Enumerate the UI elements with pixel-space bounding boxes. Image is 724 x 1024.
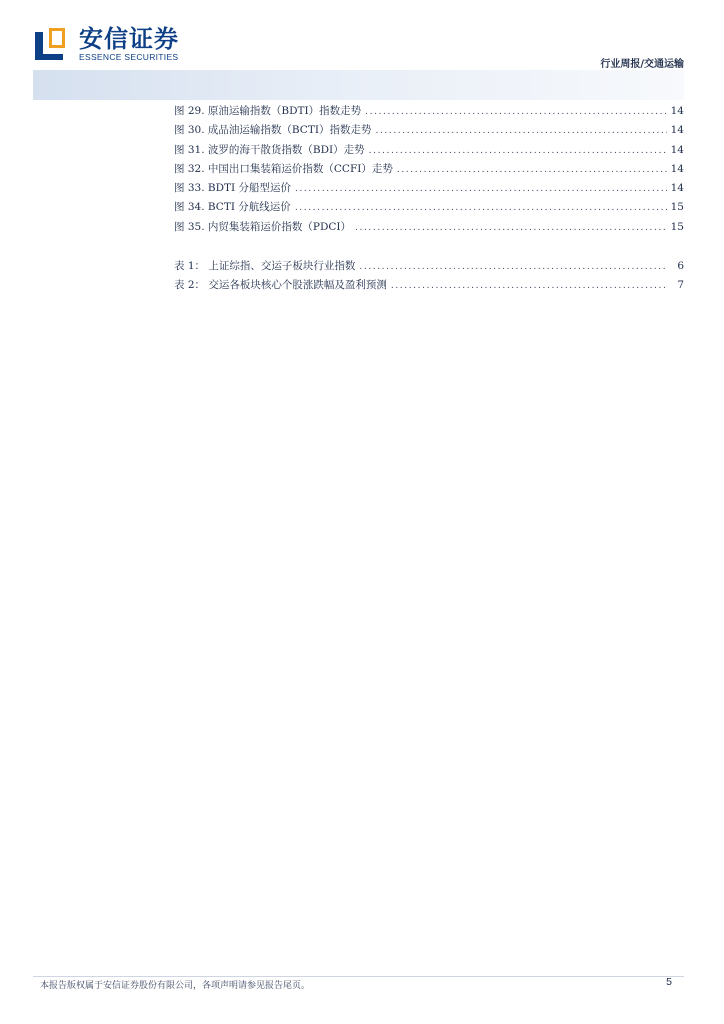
footer-divider (33, 976, 684, 977)
toc-entry-page: 14 (670, 105, 684, 117)
toc-entry-label: 图 31. 波罗的海干散货指数（BDI）走势 (174, 143, 365, 156)
toc-figure-entry[interactable] (174, 179, 684, 198)
toc-entry-page: 6 (677, 260, 684, 273)
toc-leader-dots (359, 258, 668, 277)
toc-figure-entry[interactable] (174, 198, 684, 217)
logo-chinese-name: 安信证券 (79, 25, 179, 53)
toc-table-entry[interactable] (174, 257, 684, 276)
table-of-contents (174, 102, 684, 296)
toc-entry-label: 图 30. 成品油运输指数（BCTI）指数走势 (174, 124, 372, 137)
toc-entry-page: 14 (670, 143, 684, 156)
toc-leader-dots (375, 122, 666, 141)
toc-figure-entry[interactable] (174, 218, 684, 237)
toc-entry-page: 14 (670, 124, 684, 137)
toc-leader-dots (295, 199, 667, 218)
toc-leader-dots (355, 219, 667, 238)
header-band (33, 70, 684, 100)
toc-entry-label: 图 33. BDTI 分船型运价 (174, 182, 291, 195)
company-logo (33, 26, 183, 64)
toc-leader-dots (369, 142, 667, 161)
footer-disclaimer: 本报告版权属于安信证券股份有限公司，各项声明请参见报告尾页。 (40, 981, 311, 991)
toc-entry-page: 15 (670, 201, 684, 214)
toc-leader-dots (397, 161, 667, 180)
report-type-label: 行业周报/交通运输 (600, 59, 684, 70)
page-number: 5 (666, 976, 672, 988)
toc-figure-entry[interactable] (174, 121, 684, 140)
toc-entry-label: 图 35. 内贸集装箱运价指数（PDCI） (174, 220, 352, 233)
page-header (0, 0, 724, 100)
toc-figure-entry[interactable] (174, 102, 684, 121)
toc-section-gap (174, 237, 684, 257)
toc-leader-dots (295, 180, 667, 199)
toc-figure-entry[interactable] (174, 160, 684, 179)
toc-entry-page: 14 (670, 182, 684, 195)
toc-leader-dots (391, 277, 668, 296)
logo-mark-icon (33, 26, 67, 62)
toc-entry-label: 图 29. 原油运输指数（BDTI）指数走势 (174, 105, 362, 117)
toc-entry-page: 15 (670, 220, 684, 233)
toc-entry-label: 图 34. BCTI 分航线运价 (174, 201, 291, 214)
toc-leader-dots (365, 103, 666, 122)
toc-entry-label: 表 1： 上证综指、交运子板块行业指数 (174, 260, 356, 273)
toc-entry-label: 图 32. 中国出口集装箱运价指数（CCFI）走势 (174, 162, 393, 175)
toc-figure-entry[interactable] (174, 141, 684, 160)
toc-entry-page: 14 (670, 162, 684, 175)
toc-entry-page: 7 (677, 279, 684, 292)
toc-entry-label: 表 2： 交运各板块核心个股涨跌幅及盈利预测 (174, 279, 387, 292)
logo-english-name: ESSENCE SECURITIES (79, 52, 179, 62)
toc-table-entry[interactable] (174, 276, 684, 295)
